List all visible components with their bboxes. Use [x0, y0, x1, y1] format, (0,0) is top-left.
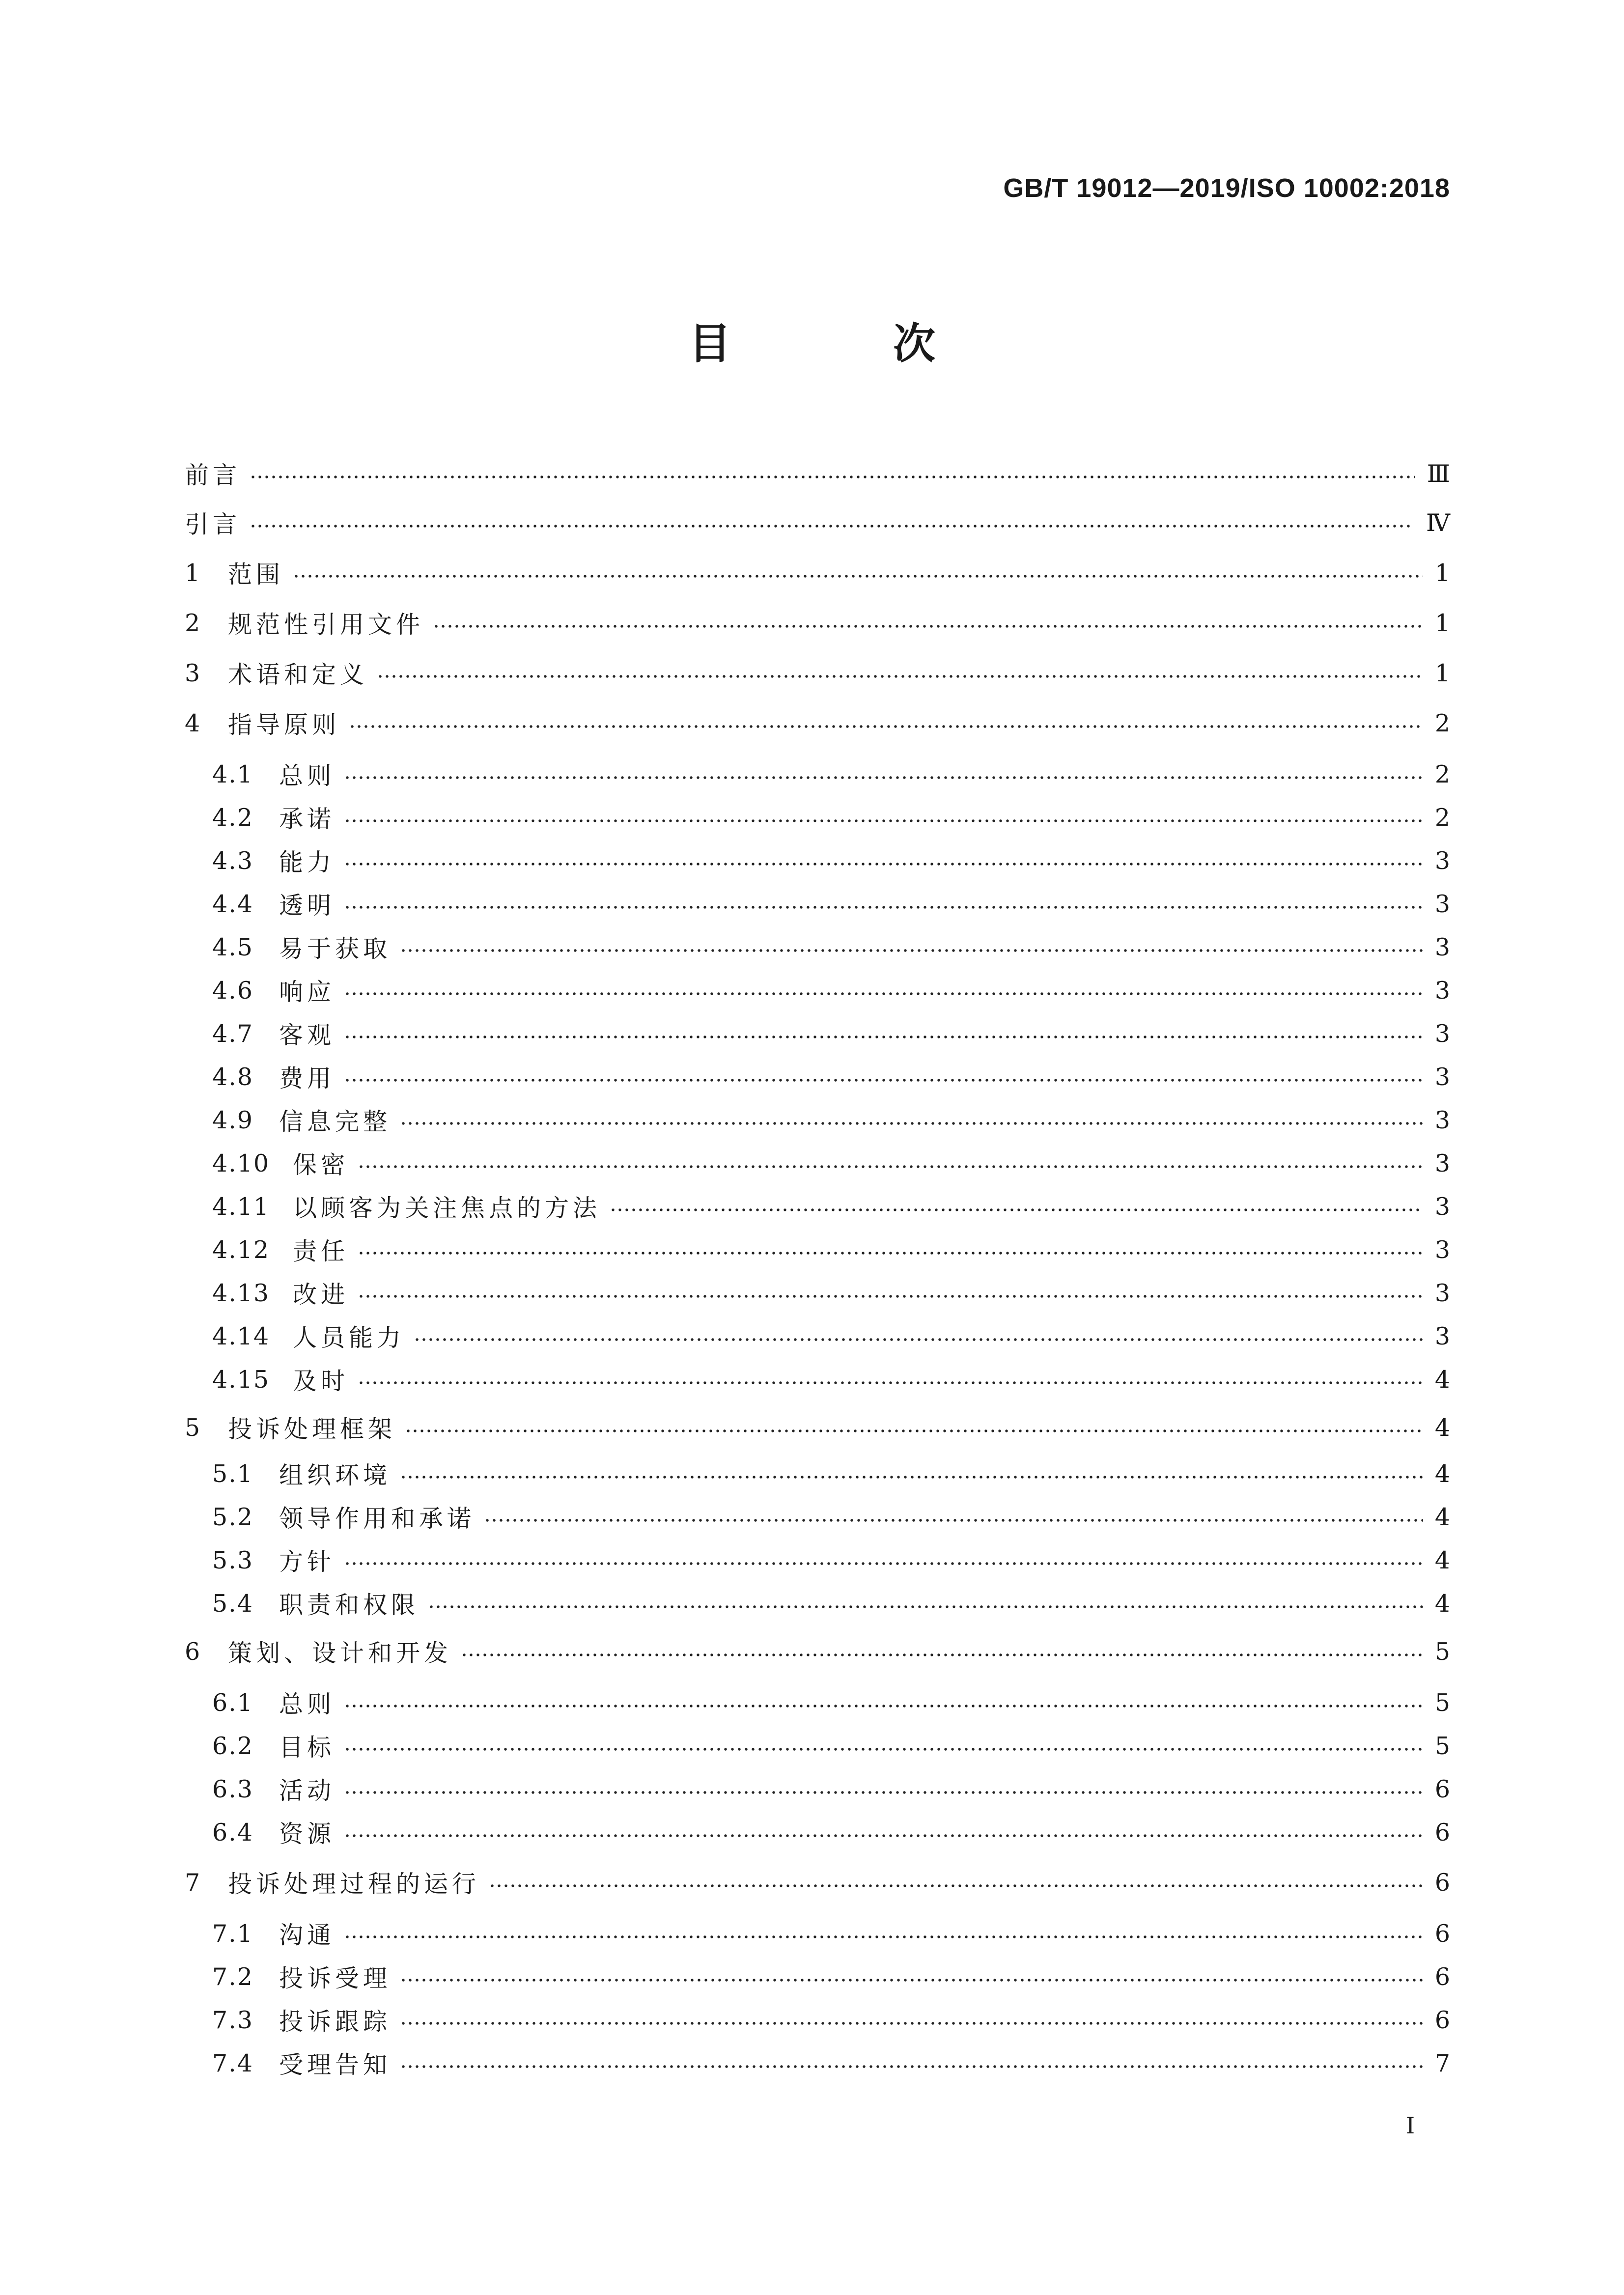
toc-entry-number: 6.2 — [212, 1732, 253, 1760]
toc-entry-page: 4 — [1434, 1503, 1450, 1531]
toc-entry-page: 3 — [1434, 1192, 1450, 1221]
toc-entry[interactable] — [212, 1231, 1450, 1268]
toc-entry-title: 费用 — [279, 1064, 336, 1092]
toc-entry-title: 响应 — [279, 978, 336, 1006]
toc-entry-page: 6 — [1434, 1868, 1450, 1897]
toc-entry-title: 指导原则 — [228, 711, 340, 739]
toc-entry[interactable] — [212, 756, 1450, 793]
toc-entry-page: 3 — [1434, 933, 1450, 961]
toc-entry[interactable] — [212, 842, 1450, 879]
toc-entry-title: 职责和权限 — [279, 1591, 420, 1619]
toc-entry-title: 沟通 — [279, 1921, 336, 1949]
toc-entry-title: 以顾客为关注焦点的方法 — [293, 1194, 601, 1222]
toc-entry-number: 4.2 — [212, 803, 253, 832]
toc-entry-title: 活动 — [279, 1777, 336, 1805]
toc-entry[interactable] — [212, 1684, 1450, 1721]
toc-entry[interactable] — [212, 1915, 1450, 1952]
toc-entry-title: 总则 — [279, 762, 336, 790]
toc-entry[interactable] — [212, 1585, 1450, 1622]
toc-entry-number: 2 — [185, 609, 201, 637]
toc-entry[interactable] — [212, 1058, 1450, 1095]
toc-dot-leader — [400, 2065, 1423, 2069]
toc-dot-leader — [358, 1381, 1423, 1385]
page-number: I — [1406, 2112, 1415, 2139]
toc-dot-leader — [344, 905, 1423, 909]
toc-entry[interactable] — [212, 1317, 1450, 1355]
toc-entry-title: 投诉处理框架 — [228, 1415, 396, 1443]
toc-entry[interactable] — [212, 1274, 1450, 1312]
toc-entry-number: 7.4 — [212, 2049, 253, 2077]
toc-entry[interactable] — [212, 885, 1450, 923]
toc-entry-title: 引言 — [185, 510, 241, 538]
toc-dot-leader — [344, 1704, 1423, 1708]
toc-dot-leader — [344, 776, 1423, 780]
toc-dot-leader — [344, 819, 1423, 823]
toc-entry-title: 改进 — [293, 1281, 349, 1309]
toc-entry[interactable] — [185, 704, 1450, 742]
toc-entry[interactable] — [212, 2044, 1450, 2082]
toc-entry-page: 3 — [1434, 890, 1450, 918]
toc-entry-title: 客观 — [279, 1021, 336, 1049]
toc-entry-page: 5 — [1434, 1637, 1450, 1666]
toc-dot-leader — [344, 1078, 1423, 1082]
toc-dot-leader — [344, 1747, 1423, 1751]
toc-entry-number: 6.4 — [212, 1818, 253, 1847]
toc-entry-title: 投诉处理过程的运行 — [228, 1870, 480, 1898]
toc-entry-title: 人员能力 — [293, 1324, 405, 1352]
toc-entry-page: 4 — [1434, 1459, 1450, 1488]
toc-entry[interactable] — [185, 504, 1450, 541]
toc-dot-leader — [358, 1165, 1423, 1169]
toc-dot-leader — [414, 1338, 1423, 1342]
toc-entry[interactable] — [212, 972, 1450, 1009]
toc-entry[interactable] — [185, 1864, 1450, 1901]
toc-entry-title: 方针 — [279, 1548, 336, 1576]
toc-entry-page: 1 — [1434, 659, 1450, 687]
toc-entry[interactable] — [185, 1633, 1450, 1670]
toc-entry[interactable] — [212, 1188, 1450, 1225]
toc-entry-number: 4.1 — [212, 760, 253, 788]
toc-dot-leader — [344, 1935, 1423, 1939]
toc-entry[interactable] — [212, 1770, 1450, 1808]
toc-entry-number: 4.10 — [212, 1149, 270, 1177]
toc-entry-page: 3 — [1434, 1019, 1450, 1048]
toc-entry-number: 4.3 — [212, 846, 253, 875]
toc-entry-number: 5.2 — [212, 1503, 253, 1531]
toc-entry-title: 责任 — [293, 1237, 349, 1265]
toc-entry-number: 7.3 — [212, 2006, 253, 2034]
toc-entry-number: 4.14 — [212, 1322, 270, 1350]
toc-entry-number: 4.12 — [212, 1235, 270, 1264]
toc-entry-number: 5.1 — [212, 1459, 253, 1488]
toc-entry-page: 6 — [1434, 1775, 1450, 1803]
toc-entry-number: 6 — [185, 1637, 201, 1666]
toc-entry[interactable] — [185, 554, 1450, 591]
toc-entry-page: 6 — [1434, 1962, 1450, 1991]
toc-entry-number: 4.5 — [212, 933, 253, 961]
toc-dot-leader — [610, 1208, 1423, 1212]
toc-entry-page: 3 — [1434, 1235, 1450, 1264]
toc-entry-title: 目标 — [279, 1734, 336, 1762]
toc-dot-leader — [349, 725, 1423, 728]
toc-entry-title: 投诉跟踪 — [279, 2008, 392, 2036]
toc-entry[interactable] — [212, 1015, 1450, 1052]
toc-entry-number: 7.1 — [212, 1919, 253, 1948]
toc-entry-title: 保密 — [293, 1151, 349, 1179]
toc-dot-leader — [400, 1475, 1423, 1479]
toc-dot-leader — [344, 862, 1423, 866]
toc-entry-number: 7 — [185, 1868, 201, 1897]
toc-entry-number: 3 — [185, 659, 201, 687]
toc-entry-title: 组织环境 — [279, 1461, 392, 1489]
toc-entry-title: 前言 — [185, 461, 241, 489]
toc-entry-page: 3 — [1434, 976, 1450, 1005]
toc-dot-leader — [344, 992, 1423, 996]
toc-entry-title: 范围 — [228, 560, 284, 588]
toc-dot-leader — [400, 1978, 1423, 1982]
toc-entry[interactable] — [212, 1498, 1450, 1536]
toc-entry-page: 3 — [1434, 1279, 1450, 1307]
toc-entry-number: 7.2 — [212, 1962, 253, 1991]
toc-dot-leader — [400, 2021, 1423, 2025]
toc-entry-page: 4 — [1434, 1365, 1450, 1394]
toc-entry-number: 4.9 — [212, 1106, 253, 1134]
toc-entry[interactable] — [185, 654, 1450, 692]
toc-entry-page: 4 — [1434, 1413, 1450, 1442]
toc-entry-page: 4 — [1434, 1546, 1450, 1574]
toc-entry-title: 术语和定义 — [228, 661, 368, 689]
toc-dot-leader — [344, 1562, 1423, 1566]
toc-entry-number: 5.4 — [212, 1589, 253, 1618]
toc-entry-page: 1 — [1434, 559, 1450, 587]
toc-entry[interactable] — [212, 1727, 1450, 1764]
toc-entry-page: 3 — [1434, 846, 1450, 875]
toc-entry-number: 6.1 — [212, 1688, 253, 1717]
toc-entry-number: 4.11 — [212, 1192, 270, 1221]
toc-entry[interactable] — [212, 1814, 1450, 1851]
toc-entry[interactable] — [212, 2001, 1450, 2039]
toc-dot-leader — [344, 1791, 1423, 1794]
toc-entry-page: 4 — [1434, 1589, 1450, 1618]
toc-dot-leader — [484, 1518, 1423, 1522]
toc-entry-number: 4.13 — [212, 1279, 270, 1307]
toc-entry-page: 2 — [1434, 760, 1450, 788]
toc-entry[interactable] — [212, 1101, 1450, 1139]
toc-entry-page: 5 — [1434, 1732, 1450, 1760]
toc-entry-title: 领导作用和承诺 — [279, 1505, 476, 1533]
toc-dot-leader — [344, 1834, 1423, 1838]
toc-dot-leader — [358, 1251, 1423, 1255]
toc-dot-leader — [433, 624, 1423, 628]
toc-dot-leader — [344, 1035, 1423, 1039]
toc-entry-page: Ⅳ — [1426, 508, 1450, 537]
toc-entry-number: 4.4 — [212, 890, 253, 918]
toc-entry-page: 2 — [1434, 709, 1450, 737]
toc-entry-number: 4.15 — [212, 1365, 270, 1394]
toc-entry[interactable] — [185, 455, 1450, 492]
toc-dot-leader — [461, 1653, 1423, 1657]
toc-entry-page: 3 — [1434, 1149, 1450, 1177]
toc-entry[interactable] — [212, 1361, 1450, 1398]
toc-entry-title: 易于获取 — [279, 935, 392, 963]
toc-dot-leader — [377, 674, 1423, 678]
toc-entry-title: 投诉受理 — [279, 1964, 392, 1992]
toc-entry-page: 7 — [1434, 2049, 1450, 2077]
toc-dot-leader — [250, 475, 1415, 479]
toc-entry-title: 受理告知 — [279, 2051, 392, 2079]
toc-entry[interactable] — [185, 604, 1450, 642]
standard-code-header: GB/T 19012—2019/ISO 10002:2018 — [1003, 173, 1450, 203]
toc-dot-leader — [358, 1294, 1423, 1298]
toc-dot-leader — [428, 1605, 1423, 1609]
toc-entry[interactable] — [212, 1541, 1450, 1579]
toc-entry-title: 及时 — [293, 1367, 349, 1395]
toc-entry-title: 总则 — [279, 1690, 336, 1718]
toc-entry-number: 4 — [185, 709, 201, 737]
toc-entry-title: 规范性引用文件 — [228, 611, 424, 639]
toc-entry-page: 5 — [1434, 1688, 1450, 1717]
toc-entry-number: 6.3 — [212, 1775, 253, 1803]
toc-entry-number: 4.8 — [212, 1063, 253, 1091]
toc-entry[interactable] — [212, 928, 1450, 966]
toc-entry-number: 4.6 — [212, 976, 253, 1005]
toc-entry-title: 信息完整 — [279, 1108, 392, 1136]
toc-entry-number: 1 — [185, 559, 201, 587]
toc-entry[interactable] — [212, 1145, 1450, 1182]
toc-entry-title: 资源 — [279, 1820, 336, 1848]
toc-entry[interactable] — [212, 1455, 1450, 1492]
toc-entry-title: 策划、设计和开发 — [228, 1639, 452, 1667]
toc-entry-page: 2 — [1434, 803, 1450, 832]
toc-entry[interactable] — [212, 1958, 1450, 1995]
toc-entry-page: 3 — [1434, 1322, 1450, 1350]
toc-entry[interactable] — [185, 1409, 1450, 1446]
toc-entry-title: 能力 — [279, 848, 336, 876]
toc-dot-leader — [293, 574, 1423, 578]
toc-dot-leader — [405, 1429, 1423, 1433]
toc-entry-title: 承诺 — [279, 805, 336, 833]
toc-entry[interactable] — [212, 799, 1450, 836]
toc-dot-leader — [400, 949, 1423, 952]
toc-entry-page: 6 — [1434, 2006, 1450, 2034]
toc-entry-number: 4.7 — [212, 1019, 253, 1048]
toc-entry-number: 5.3 — [212, 1546, 253, 1574]
toc-entry-number: 5 — [185, 1413, 201, 1442]
toc-entry-title: 透明 — [279, 892, 336, 920]
toc-entry-page: Ⅲ — [1427, 459, 1450, 488]
toc-entry-page: 1 — [1434, 609, 1450, 637]
toc-entry-page: 6 — [1434, 1818, 1450, 1847]
toc-entry-page: 6 — [1434, 1919, 1450, 1948]
toc-entry-page: 3 — [1434, 1063, 1450, 1091]
toc-dot-leader — [489, 1884, 1423, 1888]
toc-dot-leader — [250, 524, 1414, 528]
toc-dot-leader — [400, 1121, 1423, 1125]
toc-entry-page: 3 — [1434, 1106, 1450, 1134]
toc-title: 目 次 — [689, 319, 1009, 368]
